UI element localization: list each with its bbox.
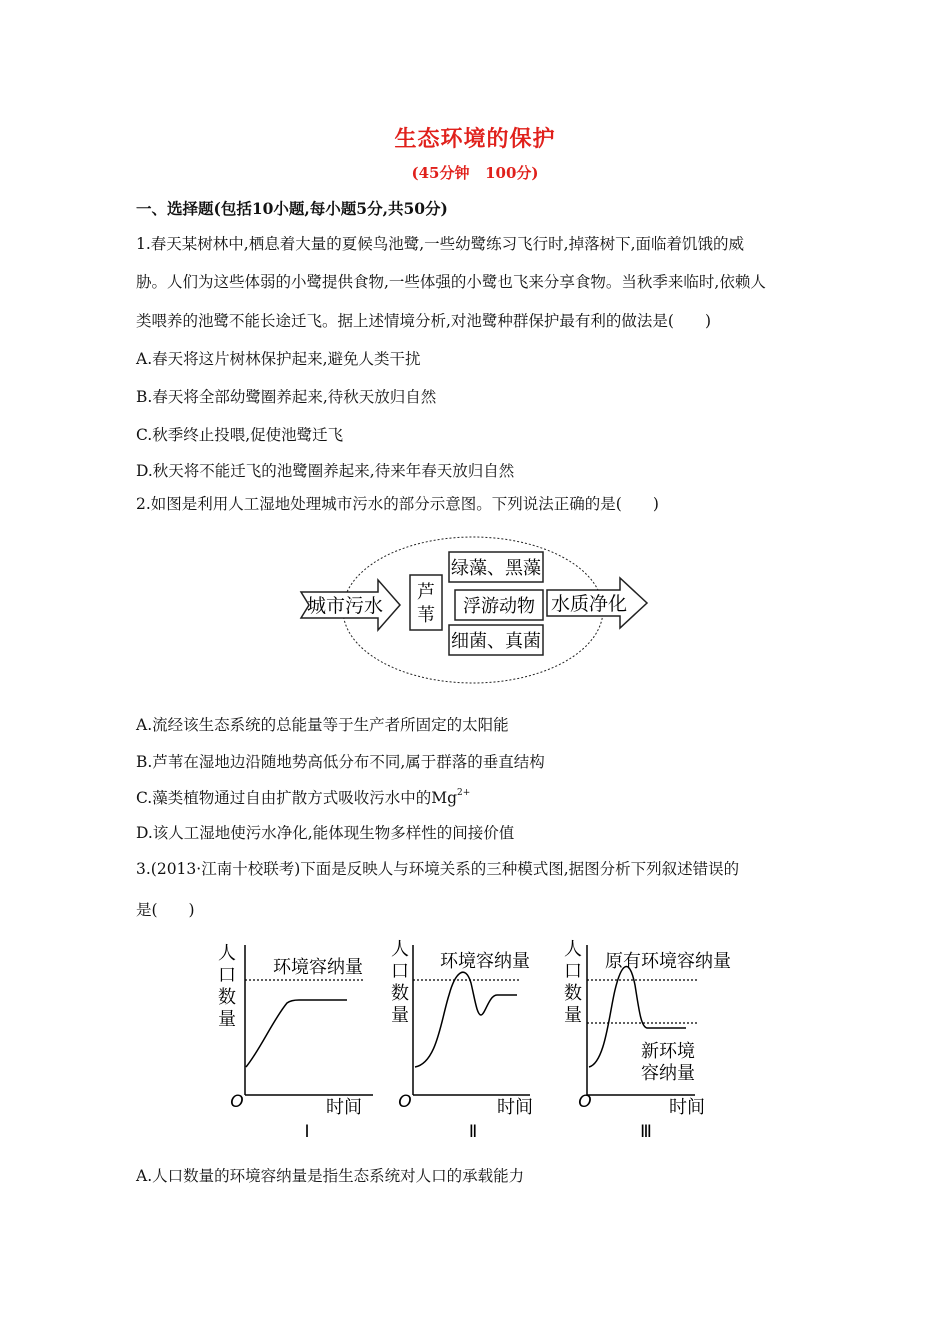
panel-3-original-capacity-label: 原有环境容纳量 [605, 951, 731, 972]
q2-option-c [136, 786, 470, 808]
page-subtitle: (45分钟 100分) [411, 164, 539, 182]
q3-line-1: 3.(2013·江南十校联考)下面是反映人与环境关系的三种模式图,据图分析下列叙述错误的 [136, 860, 740, 878]
panel-2-y-label-1: 人 [391, 939, 409, 960]
q1-option-b: B.春天将全部幼鹭圈养起来,待秋天放归自然 [136, 388, 437, 406]
panel-1-roman: Ⅰ [304, 1122, 310, 1142]
reed-label-1: 芦 [417, 582, 435, 603]
q1-option-d: D.秋天将不能迁飞的池鹭圈养起来,待来年春天放归自然 [136, 462, 515, 480]
q3-option-a: A.人口数量的环境容纳量是指生态系统对人口的承载能力 [136, 1167, 525, 1185]
panel-2-y-label-4: 量 [391, 1005, 409, 1026]
q2-option-a: A.流经该生态系统的总能量等于生产者所固定的太阳能 [136, 716, 509, 734]
zooplankton-label: 浮游动物 [463, 596, 535, 617]
panel-2-y-label-3: 数 [391, 983, 409, 1004]
page-title: 生态环境的保护 [394, 126, 556, 152]
bacteria-label: 细菌、真菌 [451, 631, 541, 652]
panel-3 [564, 939, 731, 1142]
panel-2-origin: O [398, 1092, 412, 1112]
panel-3-y-label-3: 数 [564, 983, 582, 1004]
panel-3-roman: Ⅲ [640, 1122, 652, 1142]
q2-option-c-superscript: 2+ [457, 788, 471, 798]
panel-2 [391, 939, 533, 1142]
panel-3-y-label-1: 人 [564, 939, 582, 960]
panel-3-y-label-4: 量 [564, 1005, 582, 1026]
q2-option-d: D.该人工湿地使污水净化,能体现生物多样性的间接价值 [136, 824, 515, 842]
q2-stem: 2.如图是利用人工湿地处理城市污水的部分示意图。下列说法正确的是( ) [136, 495, 659, 513]
panel-1-y-label-3: 数 [218, 987, 236, 1008]
panel-2-x-label: 时间 [497, 1097, 533, 1118]
panel-2-curve [415, 972, 517, 1067]
panel-3-origin: O [578, 1092, 592, 1112]
panel-1-curve [246, 1000, 347, 1067]
q1-line-1: 1.春天某树林中,栖息着大量的夏候鸟池鹭,一些幼鹭练习飞行时,掉落树下,面临着饥饿的威 [136, 235, 744, 253]
panel-1-x-label: 时间 [326, 1097, 362, 1118]
panel-1 [218, 943, 373, 1142]
panel-1-y-label-1: 人 [218, 943, 236, 964]
algae-label: 绿藻、黑藻 [451, 558, 541, 579]
reed-label-2: 苇 [417, 605, 435, 626]
panel-2-y-label-2: 口 [391, 961, 409, 982]
q2-option-b: B.芦苇在湿地边沿随地势高低分布不同,属于群落的垂直结构 [136, 753, 545, 771]
panel-1-y-label-2: 口 [218, 965, 236, 986]
panel-1-origin: O [230, 1092, 244, 1112]
panel-3-y-label-2: 口 [564, 961, 582, 982]
panel-1-capacity-label: 环境容纳量 [273, 957, 363, 978]
wetland-diagram [295, 530, 655, 690]
panel-3-new-capacity-label-2: 容纳量 [641, 1063, 695, 1084]
panel-2-capacity-label: 环境容纳量 [440, 951, 530, 972]
section-heading: 一、选择题(包括10小题,每小题5分,共50分) [136, 199, 448, 218]
q1-option-a: A.春天将这片树林保护起来,避免人类干扰 [136, 350, 421, 368]
input-label: 城市污水 [306, 595, 384, 617]
output-label: 水质净化 [550, 593, 628, 615]
q1-line-2: 胁。人们为这些体弱的小鹭提供食物,一些体强的小鹭也飞来分享食物。当秋季来临时,依赖人 [136, 273, 766, 291]
panel-3-x-label: 时间 [669, 1097, 705, 1118]
q3-line-2: 是( ) [136, 901, 195, 919]
q1-option-c: C.秋季终止投喂,促使池鹭迁飞 [136, 426, 344, 444]
panel-1-y-label-4: 量 [218, 1009, 236, 1030]
population-charts [215, 935, 745, 1150]
panel-3-new-capacity-label-1: 新环境 [641, 1041, 695, 1062]
q2-option-c-text: C.藻类植物通过自由扩散方式吸收污水中的Mg [136, 789, 458, 807]
q1-line-3: 类喂养的池鹭不能长途迁飞。据上述情境分析,对池鹭种群保护最有利的做法是( ) [136, 312, 712, 330]
panel-2-roman: Ⅱ [468, 1122, 478, 1142]
